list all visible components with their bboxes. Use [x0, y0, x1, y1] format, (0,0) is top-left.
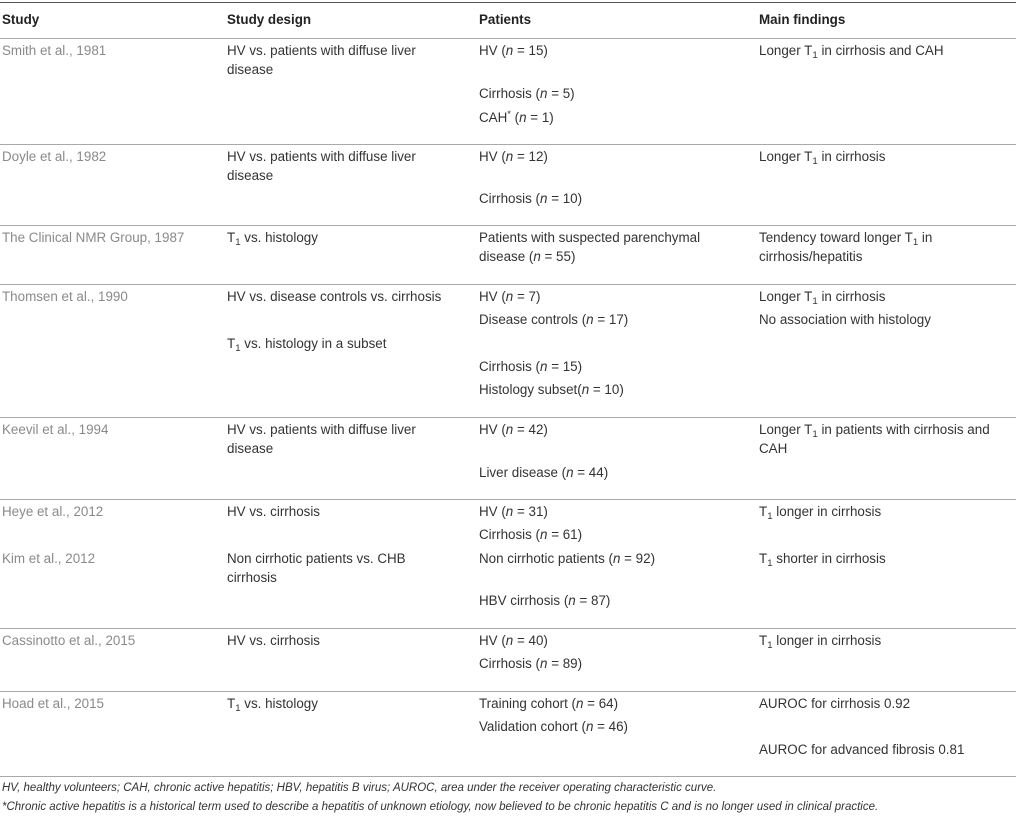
header-study: Study: [2, 12, 40, 27]
cell-findings: Longer $T_1$ in cirrhosis: [759, 289, 886, 307]
cell-design: HV vs. patients with diffuse liver: [227, 43, 416, 58]
cell-study: Cassinotto et al., 2015: [2, 633, 136, 648]
cell-findings: $T_1$ longer in cirrhosis: [759, 633, 882, 651]
cell-patients: HBV cirrhosis (n = 87): [479, 593, 611, 608]
cell-patients: HV (n = 12): [479, 149, 548, 164]
cell-patients: HV (n = 31): [479, 504, 548, 519]
cell-design: disease: [227, 441, 274, 456]
row-rule: [0, 144, 1016, 145]
cell-design: disease: [227, 168, 274, 183]
cell-patients: HV (n = 15): [479, 43, 548, 58]
cell-design: Non cirrhotic patients vs. CHB: [227, 551, 406, 566]
footnote-abbreviations: HV, healthy volunteers; CAH, chronic active hepatitis; HBV, hepatitis B virus; AUROC, area under the receiver operating characteristic curve.: [2, 782, 717, 794]
cell-patients: Training cohort (n = 64): [479, 696, 619, 711]
cell-design: $T_1$ vs. histology: [227, 696, 318, 714]
cell-study: Thomsen et al., 1990: [2, 289, 128, 304]
cell-findings: No association with histology: [759, 312, 931, 327]
footnote-cah: *Chronic active hepatitis is a historical term used to describe a hepatitis of unknown etiology, now believed to be chronic hepatitis C and is no longer used in clinical practice.: [2, 801, 879, 813]
cell-patients: Cirrhosis (n = 10): [479, 191, 583, 206]
cell-study: The Clinical NMR Group, 1987: [2, 230, 185, 245]
row-rule: [0, 691, 1016, 692]
header-study-design: Study design: [227, 12, 312, 27]
cell-patients: Disease controls (n = 17): [479, 312, 629, 327]
cell-findings: Longer $T_1$ in cirrhosis and CAH: [759, 43, 944, 61]
cell-design: disease: [227, 62, 274, 77]
cell-findings: cirrhosis/hepatitis: [759, 249, 863, 264]
cell-patients: Histology subset(n = 10): [479, 382, 624, 397]
cell-findings: $T_1$ shorter in cirrhosis: [759, 551, 886, 569]
cell-patients: Cirrhosis (n = 15): [479, 359, 583, 374]
cell-patients: HV (n = 42): [479, 422, 548, 437]
cell-patients: CAH* (n = 1): [479, 109, 554, 125]
cell-study: Hoad et al., 2015: [2, 696, 104, 711]
cell-design: HV vs. patients with diffuse liver: [227, 149, 416, 164]
row-rule: [0, 225, 1016, 226]
cell-findings: Longer $T_1$ in patients with cirrhosis and: [759, 422, 990, 440]
cell-patients: Validation cohort (n = 46): [479, 719, 629, 734]
cell-study: Smith et al., 1981: [2, 43, 107, 58]
cell-patients: disease (n = 55): [479, 249, 576, 264]
row-rule: [0, 284, 1016, 285]
cell-findings: $T_1$ longer in cirrhosis: [759, 504, 882, 522]
cell-findings: Longer $T_1$ in cirrhosis: [759, 149, 886, 167]
cell-design: $T_1$ vs. histology: [227, 230, 318, 248]
cell-patients: Non cirrhotic patients (n = 92): [479, 551, 656, 566]
cell-patients: Liver disease (n = 44): [479, 465, 609, 480]
row-rule: [0, 628, 1016, 629]
header-rule: [0, 38, 1016, 39]
cell-study: Keevil et al., 1994: [2, 422, 109, 437]
cell-patients: HV (n = 40): [479, 633, 548, 648]
table-footnotes: [2, 779, 878, 817]
cell-design: HV vs. patients with diffuse liver: [227, 422, 416, 437]
cell-findings: AUROC for cirrhosis 0.92: [759, 696, 911, 711]
cell-patients: Patients with suspected parenchymal: [479, 230, 701, 245]
cell-patients: Cirrhosis (n = 89): [479, 656, 583, 671]
cell-design: HV vs. cirrhosis: [227, 504, 321, 519]
cell-patients: HV (n = 7): [479, 289, 541, 304]
header-patients: Patients: [479, 12, 532, 27]
cell-findings: AUROC for advanced fibrosis 0.81: [759, 742, 965, 757]
cell-design: HV vs. cirrhosis: [227, 633, 321, 648]
cell-study: Kim et al., 2012: [2, 551, 96, 566]
row-rule: [0, 499, 1016, 500]
cell-design: $T_1$ vs. histology in a subset: [227, 336, 387, 354]
table-top-rule: [0, 2, 1016, 3]
cell-design: HV vs. disease controls vs. cirrhosis: [227, 289, 442, 304]
cell-findings: Tendency toward longer $T_1$ in: [759, 230, 933, 248]
cell-design: cirrhosis: [227, 570, 277, 585]
row-rule: [0, 776, 1016, 777]
cell-findings: CAH: [759, 441, 788, 456]
cell-study: Heye et al., 2012: [2, 504, 104, 519]
row-rule: [0, 417, 1016, 418]
cell-patients: Cirrhosis (n = 5): [479, 86, 575, 101]
header-main-findings: Main findings: [759, 12, 846, 27]
cell-study: Doyle et al., 1982: [2, 149, 107, 164]
cell-patients: Cirrhosis (n = 61): [479, 527, 583, 542]
